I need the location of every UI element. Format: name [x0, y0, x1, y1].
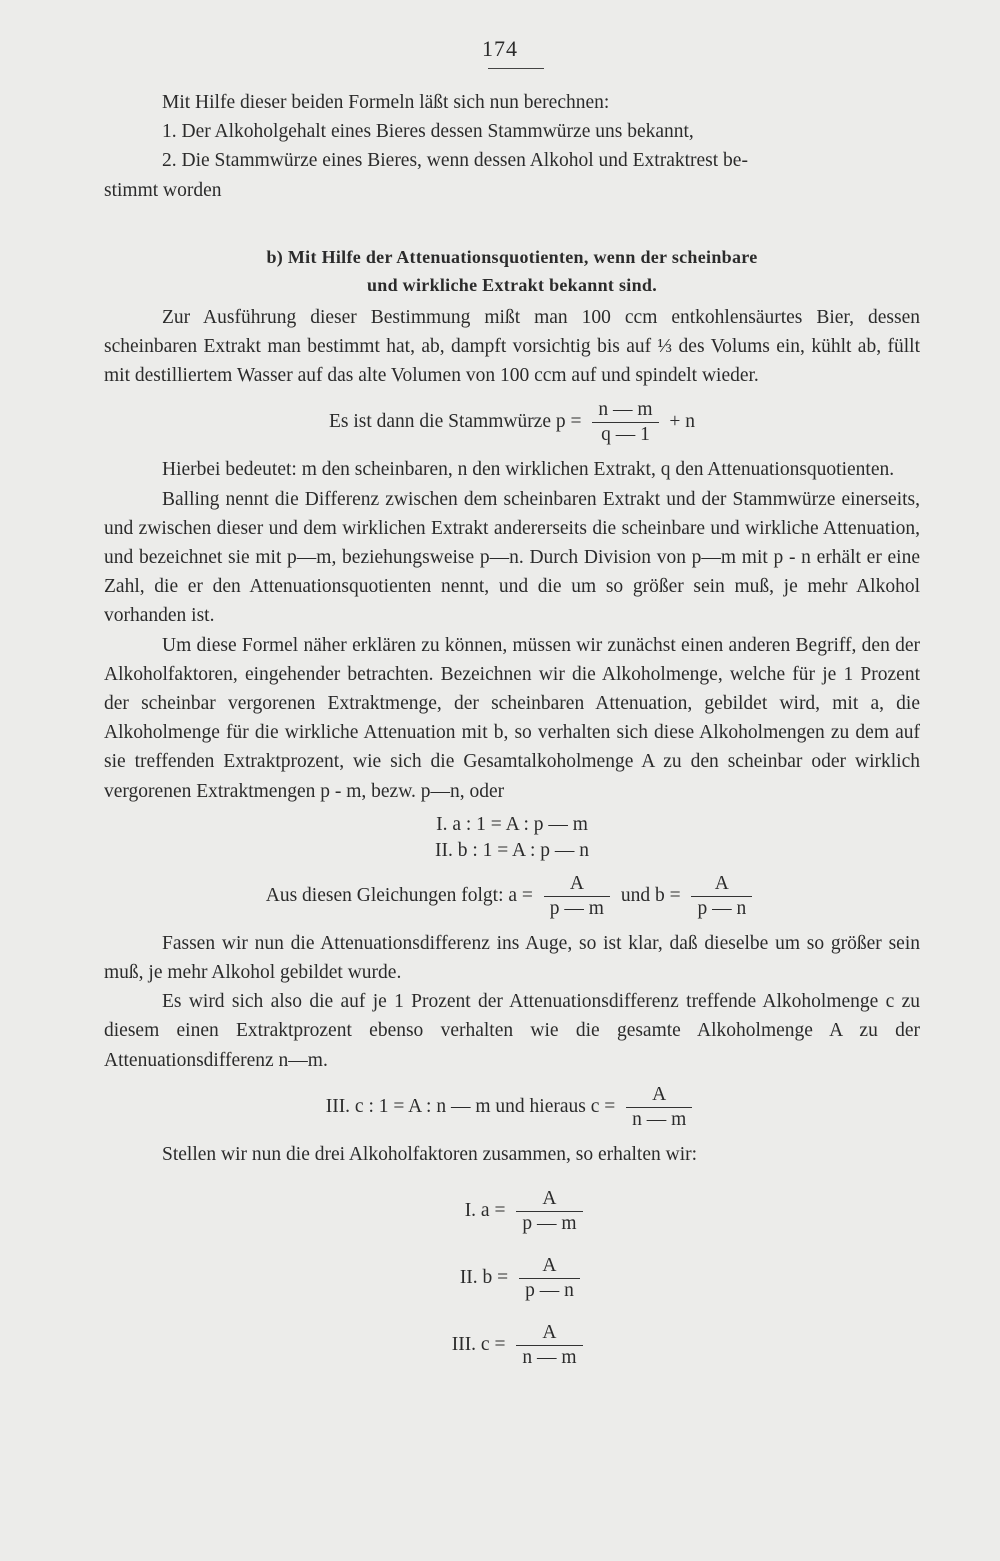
- fraction-numerator: A: [569, 872, 584, 894]
- paragraph-alkoholmenge-c: Es wird sich also die auf je 1 Prozent der Attenuationsdifferenz treffende Alkoholmenge c zu diesem einen Extraktprozent ebenso verhalten wie die gesamte Alkoholmenge A zu der Attenuationsdifferenz n—m.: [104, 991, 920, 1071]
- paragraph-definitions: Hierbei bedeutet: m den scheinbaren, n den wirklichen Extrakt, q den Attenuationsquotienten.: [162, 459, 895, 481]
- page-body: [104, 88, 920, 1370]
- equation-block: [104, 812, 920, 864]
- list-item-2-continuation: stimmt worden: [104, 179, 222, 201]
- summary-formula-fraction: [519, 1254, 580, 1303]
- fraction-denominator: n — m: [626, 1107, 692, 1132]
- section-heading-line-2: und wirkliche Extrakt bekannt sind.: [366, 274, 658, 295]
- formula-ab-mid: und b =: [620, 884, 681, 906]
- fraction-denominator: q — 1: [592, 422, 658, 447]
- summary-formula-2: [104, 1254, 920, 1303]
- fraction-denominator: p — n: [691, 896, 752, 921]
- equation-1: I. a : 1 = A : p — m: [436, 813, 588, 835]
- fraction-denominator: p — n: [519, 1278, 580, 1303]
- page-number: 174: [482, 36, 518, 61]
- fraction-numerator: A: [542, 1322, 557, 1344]
- summary-formula-label: II. b =: [459, 1267, 509, 1289]
- formula-a-fraction: [544, 872, 610, 921]
- summary-formula-3: [104, 1321, 920, 1370]
- formula-c: [104, 1083, 920, 1132]
- paragraph-zusammenstellung: Stellen wir nun die drei Alkoholfaktoren zusammen, so erhalten wir:: [162, 1143, 698, 1165]
- formula-stammwuerze-prefix: Es ist dann die Stammwürze p =: [328, 411, 582, 433]
- fraction-numerator: n — m: [598, 399, 653, 421]
- fraction-numerator: A: [714, 872, 729, 894]
- formula-stammwuerze-suffix: + n: [669, 411, 696, 433]
- paragraph-balling: Balling nennt die Differenz zwischen dem scheinbaren Extrakt und der Stammwürze einerseits, und zwischen dieser und dem wirklichen Extrakt andererseits die scheinbare und wirkliche Attenuation, und bezeichnet sie mit p—m, beziehungsweise p—n. Durch Division von p—m mit p - n erhält er eine Zahl, die er den Attenuationsquotienten nennt, und die um so größer sein muß, je mehr Alkohol vorhanden ist.: [104, 488, 920, 627]
- formula-c-fraction: [626, 1083, 692, 1132]
- fraction-numerator: A: [652, 1083, 667, 1105]
- section-heading-line-1: b) Mit Hilfe der Attenuationsquotienten, wenn der scheinbare: [266, 246, 758, 267]
- summary-formula-label: I. a =: [464, 1200, 506, 1222]
- section-heading: [104, 243, 920, 299]
- fraction-denominator: p — m: [516, 1211, 582, 1236]
- paragraph-alkoholfaktoren: Um diese Formel näher erklären zu können, müssen wir zunächst einen anderen Begriff, den der Alkoholfaktoren, eingehender betrachten. Bezeichnen wir die Alkoholmenge, welche für je 1 Prozent der scheinbar vergorenen Extraktmenge, der scheinbaren Attenuation, gebildet wird, mit a, die Alkoholmenge für die wirkliche Attenuation mit b, so verhalten sich diese Alkoholmengen zu dem auf sie treffenden Extraktprozent, wie sich die Gesamtalkoholmenge A zu den scheinbar oder wirklich vergorenen Extraktmengen p - m, bezw. p—n, oder: [104, 634, 920, 802]
- summary-formula-1: [104, 1187, 920, 1236]
- fraction-denominator: p — m: [544, 896, 610, 921]
- equation-2: II. b : 1 = A : p — n: [434, 839, 589, 861]
- formula-b-fraction: [691, 872, 752, 921]
- list-item-2: 2. Die Stammwürze eines Bieres, wenn dessen Alkohol und Extraktrest be-: [162, 150, 748, 172]
- page-number-rule: [488, 68, 544, 69]
- formula-stammwuerze-fraction: [592, 398, 658, 447]
- formula-ab: [104, 872, 920, 921]
- paragraph-attenuationsdifferenz: Fassen wir nun die Attenuationsdifferenz ins Auge, so ist klar, daß dieselbe um so größer sein muß, je mehr Alkohol gebildet wurde.: [104, 932, 920, 984]
- formula-ab-prefix: Aus diesen Gleichungen folgt: a =: [265, 884, 533, 906]
- formula-stammwuerze: [104, 398, 920, 447]
- fraction-denominator: n — m: [516, 1345, 582, 1370]
- summary-formula-fraction: [516, 1187, 582, 1236]
- paragraph-procedure: Zur Ausführung dieser Bestimmung mißt man 100 ccm entkohlensäurtes Bier, dessen scheinbaren Extrakt man bestimmt hat, ab, dampft vorsichtig bis auf ⅓ des Volums ein, kühlt ab, füllt mit destilliertem Wasser auf das alte Volumen von 100 ccm auf und spindelt wieder.: [104, 306, 920, 387]
- summary-formula-label: III. c =: [451, 1334, 506, 1356]
- formula-c-prefix: III. c : 1 = A : n — m und hieraus c =: [325, 1095, 616, 1117]
- summary-formula-fraction: [516, 1321, 582, 1370]
- list-item-1: 1. Der Alkoholgehalt eines Bieres dessen Stammwürze uns bekannt,: [162, 121, 694, 143]
- intro-paragraph: Mit Hilfe dieser beiden Formeln läßt sich nun berechnen:: [162, 92, 610, 113]
- fraction-numerator: A: [542, 1255, 557, 1277]
- fraction-numerator: A: [542, 1188, 557, 1210]
